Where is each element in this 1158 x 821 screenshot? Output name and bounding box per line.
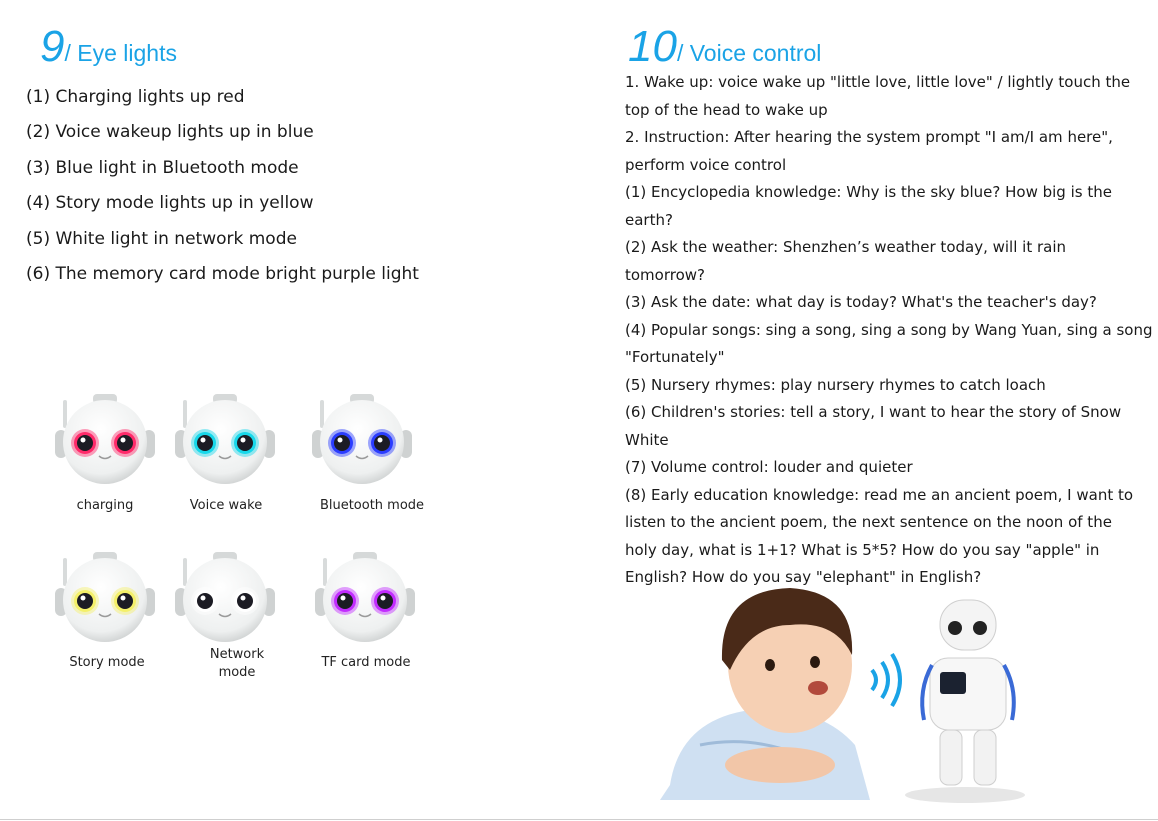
text-line: (5) Nursery rhymes: play nursery rhymes to catch loach [625,375,1046,394]
text-line: (2) Ask the weather: Shenzhen’s weather today, will it rain [625,238,1067,256]
robot-head-bluetooth [312,394,412,484]
robot-head-tf-card [315,552,415,642]
text-line: (7) Volume control: louder and quieter [625,458,913,476]
text-line: 2. Instruction: After hearing the system prompt "I am/I am here", [625,128,1113,146]
child-figure [660,588,870,800]
section-10-title: / Voice control [676,40,822,66]
section-10-number: 10 [628,22,677,71]
eye-lights-list [26,80,419,292]
caption-story-mode: Story mode [69,655,145,670]
section-10-heading [628,22,821,72]
caption-tf-card-mode: TF card mode [321,655,411,670]
text-line: top of the head to wake up [625,100,828,119]
section-9-title: / Eye lights [64,40,177,66]
text-line: listen to the ancient poem, the next sentence on the noon of the [625,513,1112,531]
text-line: (6) Children's stories: tell a story, I want to hear the story of Snow [625,403,1122,421]
sound-wave-icon [872,654,900,706]
text-line: holy day, what is 1+1? What is 5*5? How do you say "apple" in [625,540,1100,559]
list-item: (4) Story mode lights up in yellow [26,193,314,214]
child-robot-illustration [640,570,1060,810]
caption-voice-wake: Voice wake [189,498,263,513]
voice-control-text [625,69,1153,592]
robot-head-charging [55,394,155,484]
text-line: (1) Encyclopedia knowledge: Why is the sky blue? How big is the [625,183,1112,201]
list-item: (5) White light in network mode [26,228,297,249]
page-divider [0,819,1158,820]
robot-figure [905,600,1025,803]
list-item: (1) Charging lights up red [26,87,245,107]
robot-head-story [55,552,155,642]
robot-head-network [175,552,275,642]
caption-network-line2: mode [218,665,256,680]
caption-charging: charging [76,498,134,513]
text-line: (4) Popular songs: sing a song, sing a song by Wang Yuan, sing a song [625,320,1153,339]
text-line: (8) Early education knowledge: read me an ancient poem, I want to [625,485,1134,504]
list-item: (3) Blue light in Bluetooth mode [26,157,299,178]
section-9-number: 9 [40,22,65,71]
section-9-heading [40,22,177,72]
text-line: English? How do you say "elephant" in English? [625,568,982,586]
text-line: White [625,430,669,449]
text-line: tomorrow? [625,265,705,284]
text-line: (3) Ask the date: what day is today? What's the teacher's day? [625,293,1097,311]
caption-network-mode [187,646,287,682]
caption-bluetooth-mode: Bluetooth mode [319,498,425,513]
text-line: perform voice control [625,155,787,174]
list-item: (2) Voice wakeup lights up in blue [26,122,314,143]
text-line: "Fortunately" [625,348,725,366]
list-item: (6) The memory card mode bright purple light [26,264,419,285]
robot-head-voice-wake [175,394,275,484]
caption-network-line1: Network [209,647,265,662]
text-line: earth? [625,210,673,229]
text-line: 1. Wake up: voice wake up "little love, little love" / lightly touch the [625,73,1131,91]
